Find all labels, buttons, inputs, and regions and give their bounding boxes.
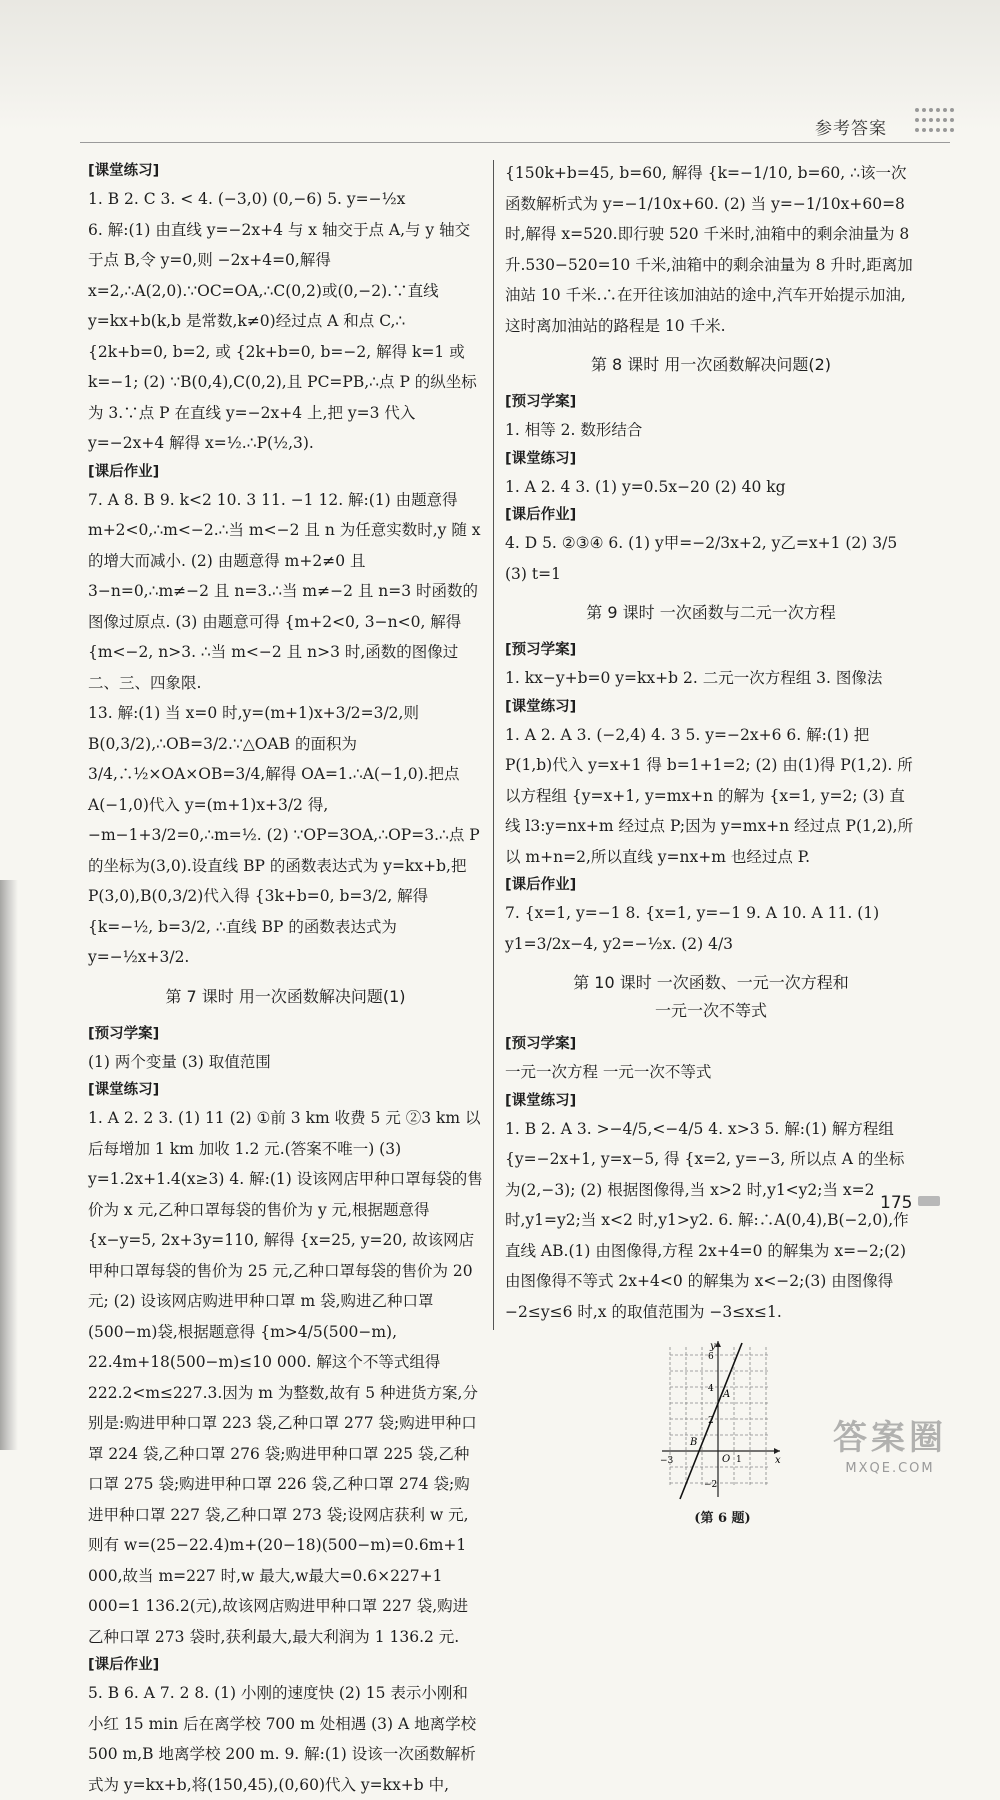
column-divider [493, 160, 494, 1330]
left-column [88, 158, 483, 1800]
figure-question-6 [660, 1337, 785, 1535]
section-label: [预习学案] [505, 394, 577, 410]
graph-svg [660, 1337, 785, 1502]
answer-paragraph: 1. 相等 2. 数形结合 [505, 421, 643, 439]
watermark-logo: 答案圈 [833, 1418, 947, 1458]
lesson-heading: 第 9 课时 一次函数与二元一次方程 [586, 603, 836, 622]
answer-paragraph: 6. 解:(1) 由直线 y=−2x+4 与 x 轴交于点 A,与 y 轴交于点 B,令 y=0,则 −2x+4=0,解得 x=2,∴A(2,0).∵OC=OA,∴C(0,2)或(0,−2).∵直线 y=kx+b(k,b 是常数,k≠0)经过点 A 和点 C,∴ {2k+b=0, b=2, 或 {2k+b=0, b=−2, 解得 k=1 或 k=−1; (2) ∵B(0,4),C(0,2),且 PC=PB,∴点 P 的纵坐标为 3.∵点 P 在直线 y=−2x+4 上,把 y=3 代入 y=−2x+4 解得 x=½.∴P(½,3). [88, 220, 477, 452]
section-label: [课堂练习] [88, 1082, 160, 1098]
watermark-url: MXQE.COM [845, 1461, 935, 1476]
section-label: [课后作业] [88, 1657, 160, 1673]
tick-neg2: −2 [704, 1480, 718, 1490]
tick-6: 6 [708, 1352, 714, 1362]
answer-paragraph: 1. A 2. 4 3. (1) y=0.5x−20 (2) 40 kg [505, 477, 786, 496]
point-b-label: B [690, 1437, 698, 1448]
section-label: [课后作业] [88, 463, 160, 480]
tick-4: 4 [708, 1384, 714, 1394]
answer-paragraph: (1) 两个变量 (3) 取值范围 [88, 1052, 271, 1071]
page-tab [918, 1196, 940, 1206]
header-rule [80, 142, 950, 143]
answer-paragraph: {150k+b=45, b=60, 解得 {k=−1/10, b=60, ∴该一次函数解析式为 y=−1/10x+60. (2) 当 y=−1/10x+60=8 时,解得 x=520.即行驶 520 千米时,油箱中的剩余油量为 8 升.530−520=10 千米,油箱中的剩余油量为 8 升时,距离加油站 10 千米.∴在开往该加油站的途中,汽车开始提示加油,这时离加油站的路程是 10 千米. [505, 164, 913, 335]
answer-paragraph: 7. {x=1, y=−1 8. {x=1, y=−1 9. A 10. A 11. (1) y1=3/2x−4, y2=−½x. (2) 4/3 [505, 904, 880, 953]
section-label: [预习学案] [88, 1025, 160, 1042]
tick-2: 2 [708, 1416, 714, 1426]
lesson-heading-line: 一元一次不等式 [654, 1001, 767, 1020]
answer-paragraph: 1. B 2. C 3. < 4. (−3,0) (0,−6) 5. y=−½x [88, 190, 406, 208]
page-number: 175 [880, 1193, 913, 1213]
answer-paragraph: 13. 解:(1) 当 x=0 时,y=(m+1)x+3/2=3/2,则 B(0,3/2),∴OB=3/2.∵△OAB 的面积为 3/4,∴½×OA×OB=3/4,解得 OA=1.∴A(−1,0).把点 A(−1,0)代入 y=(m+1)x+3/2 得,−m−1+3/2=0,∴m=½. (2) ∵OP=3OA,∴OP=3.∴点 P 的坐标为(3,0).设直线 BP 的函数表达式为 y=kx+b,把 P(3,0),B(0,3/2)代入得 {3k+b=0, b=3/2, 解得 {k=−½, b=3/2, ∴直线 BP 的函数表达式为 y=−½x+3/2. [88, 704, 480, 966]
lesson-heading: 第 7 课时 用一次函数解决问题(1) [165, 986, 406, 1006]
origin-label: O [722, 1454, 731, 1465]
point-a-label: A [723, 1389, 731, 1400]
section-label: [课堂练习] [88, 163, 160, 179]
lesson-heading [505, 969, 917, 1025]
answer-paragraph: 1. kx−y+b=0 y=kx+b 2. 二元一次方程组 3. 图像法 [505, 669, 883, 687]
section-label: [课堂练习] [505, 450, 577, 467]
watermark [815, 1410, 965, 1480]
header-dots-ornament [915, 108, 955, 136]
section-label: [预习学案] [505, 642, 577, 658]
lesson-heading: 第 8 课时 用一次函数解决问题(2) [590, 355, 832, 374]
lesson-heading-line: 第 10 课时 一次函数、一元一次方程和 [573, 973, 849, 992]
answer-paragraph: 5. B 6. A 7. 2 8. (1) 小刚的速度快 (2) 15 表示小刚和小红 15 min 后在离学校 700 m 处相遇 (3) A 地离学校 500 m,B 地离学校 200 m. 9. 解:(1) 设该一次函数解析式为 y=kx+b,将(150,45),(0,60)代入 y=kx+b 中, [88, 1684, 477, 1794]
tick-neg3: −3 [660, 1456, 674, 1466]
figure-caption: (第 6 题) [694, 1511, 751, 1526]
header-band [0, 0, 1000, 130]
answer-paragraph: 一元一次方程 一元一次不等式 [505, 1063, 712, 1081]
answer-paragraph: 1. B 2. A 3. >−4/5,<−4/5 4. x>3 5. 解:(1) 解方程组 {y=−2x+1, y=x−5, 得 {x=2, y=−3, 所以点 A 的坐标为(2,−3); (2) 根据图像得,当 x>2 时,y1<y2;当 x=2 时,y1=y2;当 x<2 时,y1>y2. 6. 解:∴A(0,4),B(−2,0),作直线 AB.(1) 由图像得,方程 2x+4=0 的解集为 x=−2;(2) 由图像得不等式 2x+4<0 的解集为 x<−2;(3) 由图像得 −2≤y≤6 时,x 的取值范围为 −3≤x≤1. [505, 1119, 909, 1321]
answer-paragraph: 1. A 2. 2 3. (1) 11 (2) ①前 3 km 收费 5 元 ②3 km 以后每增加 1 km 加收 1.2 元.(答案不唯一) (3) y=1.2x+1.4(x≥3) 4. 解:(1) 设该网店甲种口罩每袋的售价为 x 元,乙种口罩每袋的售价为 y 元,根据题意得 {x−y=5, 2x+3y=110, 解得 {x=25, y=20, 故该网店甲种口罩每袋的售价为 25 元,乙种口罩每袋的售价为 20 元; (2) 设该网店购进甲种口罩 m 袋,购进乙种口罩(500−m)袋,根据题意得 {m>4/5(500−m), 22.4m+18(500−m)≤10 000. 解这个不等式组得 222.2<m≤227.3.因为 m 为整数,故有 5 种进货方案,分别是:购进甲种口罩 223 袋,乙种口罩 277 袋;购进甲种口罩 224 袋,乙种口罩 276 袋;购进甲种口罩 225 袋,乙种口罩 275 袋;购进甲种口罩 226 袋,乙种口罩 274 袋;购进甲种口罩 227 袋,乙种口罩 273 袋;设网店获利 w 元,则有 w=(25−22.4)m+(20−18)(500−m)=0.6m+1 000,故当 m=227 时,w 最大,w最大=0.6×227+1 000=1 136.2(元),故该网店购进甲种口罩 227 袋,购进乙种口罩 273 袋时,获利最大,最大利润为 1 136.2 元. [88, 1109, 483, 1646]
answer-paragraph: 7. A 8. B 9. k<2 10. 3 11. −1 12. 解:(1) 由题意得 m+2<0,∴m<−2.∴当 m<−2 且 n 为任意实数时,y 随 x 的增大而减小. (2) 由题意得 m+2≠0 且 3−n=0,∴m≠−2 且 n=3.∴当 m≠−2 且 n=3 时函数的图像过原点. (3) 由题意可得 {m+2<0, 3−n<0, 解得 {m<−2, n>3. ∴当 m<−2 且 n>3 时,函数的图像过二、三、四象限. [88, 490, 481, 692]
y-axis-label: y [710, 1341, 716, 1352]
header-title: 参考答案 [815, 119, 887, 139]
right-column [505, 158, 917, 1535]
section-label: [课堂练习] [505, 698, 577, 715]
section-label: [预习学案] [505, 1036, 577, 1052]
tick-1: 1 [736, 1455, 742, 1465]
answer-paragraph: 1. A 2. A 3. (−2,4) 4. 3 5. y=−2x+6 6. 解:(1) 把 P(1,b)代入 y=x+1 得 b=1+1=2; (2) 由(1)得 P(1,2). 所以方程组 {y=x+1, y=mx+n 的解为 {x=1, y=2; (3) 直线 l3:y=nx+m 经过点 P;因为 y=mx+n 经过点 P(1,2),所以 m+n=2,所以直线 y=nx+m 也经过点 P. [505, 725, 914, 866]
section-label: [课后作业] [505, 877, 577, 893]
section-label: [课后作业] [505, 507, 577, 523]
scan-edge-shadow [0, 880, 18, 1450]
section-label: [课堂练习] [505, 1092, 577, 1109]
answer-paragraph: 4. D 5. ②③④ 6. (1) y甲=−2/3x+2, y乙=x+1 (2) 3/5 (3) t=1 [505, 534, 898, 583]
x-axis-label: x [775, 1455, 781, 1466]
